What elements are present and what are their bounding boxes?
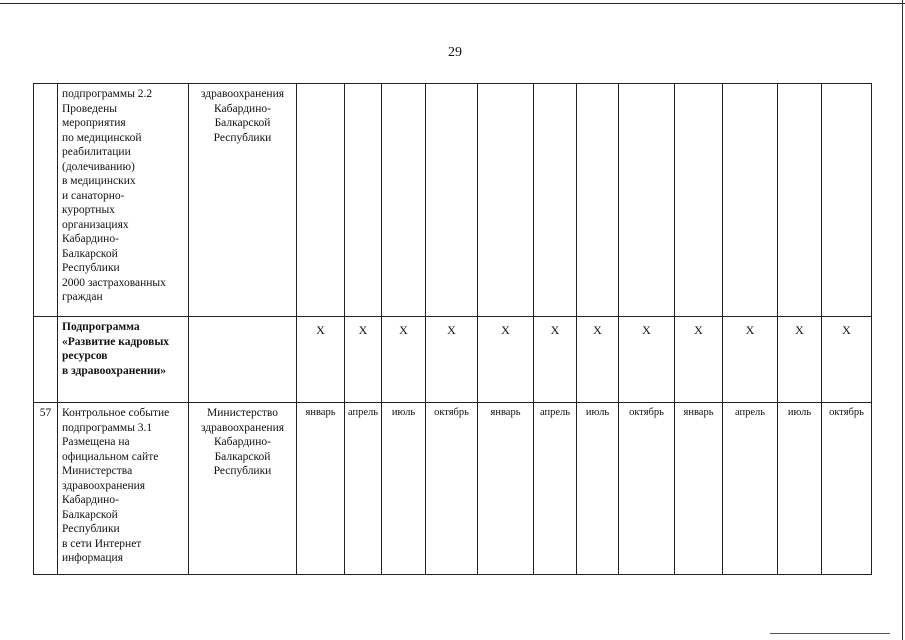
right-edge-line — [902, 0, 903, 640]
schedule-cell: X — [577, 317, 619, 403]
schedule-cell: июль — [778, 403, 822, 575]
event-description: подпрограммы 2.2 Проведены мероприятия по медицинской реабилитации (долечиванию) в медицинских и санаторно- курортных организациях Кабардино- Балкарской Республики 2000 застрахованных граждан — [58, 84, 189, 317]
executor: здравоохранения Кабардино- Балкарской Республики — [189, 84, 297, 317]
schedule-cell — [577, 84, 619, 317]
schedule-cell — [382, 84, 426, 317]
event-description: Контрольное событие подпрограммы 3.1 Размещена на официальном сайте Министерства здравоохранения Кабардино- Балкарской Республики в сети Интернет информация — [58, 403, 189, 575]
schedule-cell: X — [675, 317, 723, 403]
subprogram-title: Подпрограмма «Развитие кадровых ресурсов в здравоохранении» — [58, 317, 189, 403]
bottom-edge-line — [770, 633, 890, 634]
schedule-cell: октябрь — [619, 403, 675, 575]
schedule-cell: X — [619, 317, 675, 403]
schedule-cell: октябрь — [822, 403, 872, 575]
schedule-cell: X — [822, 317, 872, 403]
schedule-cell: октябрь — [426, 403, 478, 575]
schedule-cell: июль — [382, 403, 426, 575]
schedule-cell: январь — [478, 403, 534, 575]
executor: Министерство здравоохранения Кабардино- Балкарской Республики — [189, 403, 297, 575]
schedule-cell — [426, 84, 478, 317]
row-number: 57 — [34, 403, 58, 575]
schedule-cell: апрель — [534, 403, 577, 575]
schedule-cell: X — [478, 317, 534, 403]
schedule-cell: X — [534, 317, 577, 403]
schedule-cell: январь — [297, 403, 345, 575]
schedule-cell — [723, 84, 778, 317]
schedule-cell: X — [426, 317, 478, 403]
schedule-cell — [822, 84, 872, 317]
schedule-cell — [297, 84, 345, 317]
schedule-cell: X — [345, 317, 382, 403]
table-row — [34, 84, 872, 317]
schedule-cell — [675, 84, 723, 317]
plan-table — [33, 83, 872, 575]
row-number — [34, 317, 58, 403]
table-row — [34, 317, 872, 403]
row-number — [34, 84, 58, 317]
table-row — [34, 403, 872, 575]
schedule-cell: апрель — [723, 403, 778, 575]
schedule-cell: апрель — [345, 403, 382, 575]
top-border-line — [0, 3, 905, 4]
schedule-cell — [478, 84, 534, 317]
schedule-cell: X — [723, 317, 778, 403]
schedule-cell: июль — [577, 403, 619, 575]
page-number: 29 — [448, 45, 462, 60]
schedule-cell — [619, 84, 675, 317]
schedule-cell: X — [382, 317, 426, 403]
schedule-cell: X — [778, 317, 822, 403]
executor — [189, 317, 297, 403]
schedule-cell: январь — [675, 403, 723, 575]
schedule-cell — [345, 84, 382, 317]
schedule-cell — [778, 84, 822, 317]
schedule-cell — [534, 84, 577, 317]
schedule-cell: X — [297, 317, 345, 403]
